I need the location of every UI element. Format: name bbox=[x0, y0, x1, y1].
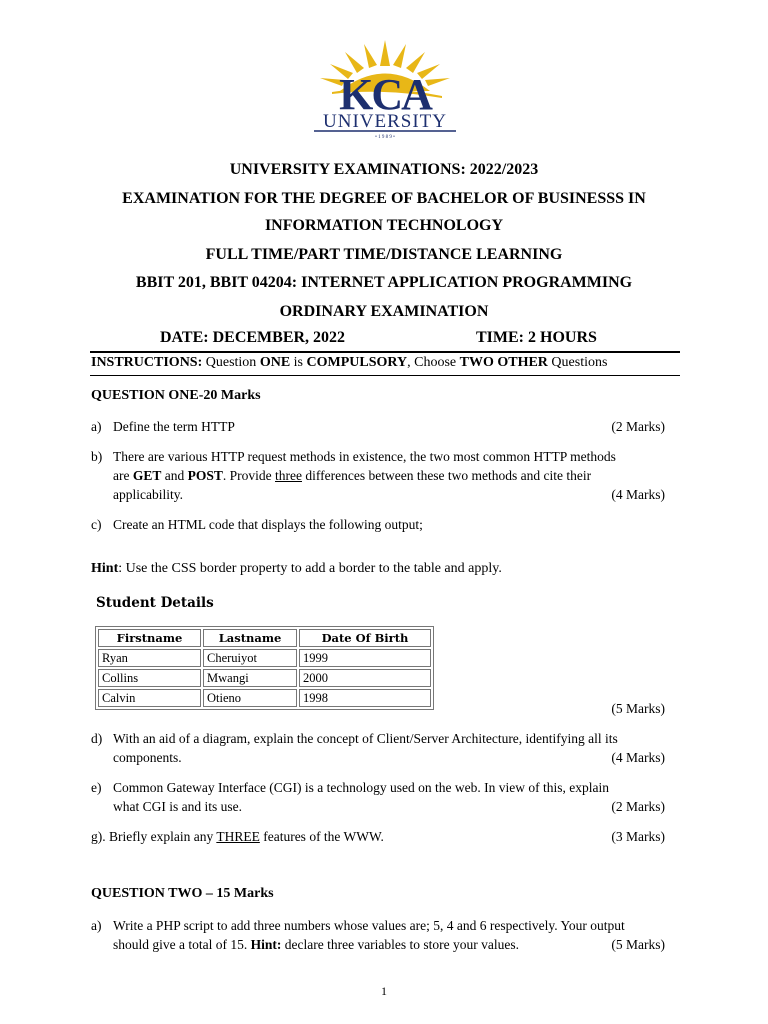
table-cell: 1998 bbox=[299, 689, 431, 707]
question-1g: g). Briefly explain any THREE features of the WWW. (3 Marks) bbox=[91, 829, 665, 844]
table-cell: Cheruiyot bbox=[203, 649, 297, 667]
header-date-of-birth: Date Of Birth bbox=[299, 629, 431, 647]
student-details-table bbox=[95, 626, 434, 710]
table-row bbox=[98, 669, 431, 687]
degree-title-line2: INFORMATION TECHNOLOGY bbox=[264, 217, 504, 234]
svg-text:UNIVERSITY: UNIVERSITY bbox=[323, 111, 447, 132]
table-row bbox=[98, 649, 431, 667]
student-details-title: Student Details bbox=[96, 595, 214, 611]
table-header-row bbox=[98, 629, 431, 647]
table-cell: 1999 bbox=[299, 649, 431, 667]
svg-text:KCA: KCA bbox=[339, 70, 431, 119]
question-1a: a) Define the term HTTP (2 Marks) bbox=[91, 419, 665, 434]
marks-1a: (2 Marks) bbox=[611, 419, 665, 434]
marks-1g: (3 Marks) bbox=[611, 829, 665, 844]
instructions: INSTRUCTIONS: Question ONE is COMPULSORY, Choose TWO OTHER Questions bbox=[91, 355, 608, 370]
degree-title-line1: EXAMINATION FOR THE DEGREE OF BACHELOR OF BUSINESSS IN bbox=[122, 190, 646, 207]
question-1c: c) Create an HTML code that displays the following output; bbox=[91, 517, 423, 532]
question-1d: d) With an aid of a diagram, explain the concept of Client/Server Architecture, identifying all its components. (4 Marks) bbox=[91, 731, 665, 765]
exam-series-title: UNIVERSITY EXAMINATIONS: 2022/2023 bbox=[229, 161, 539, 178]
svg-text:• 1 9 8 9 •: • 1 9 8 9 • bbox=[375, 135, 395, 140]
marks-1b: (4 Marks) bbox=[611, 487, 665, 502]
exam-duration: TIME: 2 HOURS bbox=[476, 329, 597, 346]
table-cell: Calvin bbox=[98, 689, 201, 707]
table-cell: Collins bbox=[98, 669, 201, 687]
course-title: BBIT 201, BBIT 04204: INTERNET APPLICATION PROGRAMMING bbox=[135, 274, 633, 291]
exam-type: ORDINARY EXAMINATION bbox=[279, 303, 489, 320]
table-cell: Ryan bbox=[98, 649, 201, 667]
marks-1c-row bbox=[91, 699, 677, 718]
hint-text: Hint: Use the CSS border property to add a border to the table and apply. bbox=[91, 561, 502, 576]
sunburst-logo-icon bbox=[302, 36, 468, 140]
exam-date: DATE: DECEMBER, 2022 bbox=[160, 329, 346, 346]
marks-1e: (2 Marks) bbox=[611, 799, 665, 814]
question-one-heading: QUESTION ONE-20 Marks bbox=[91, 388, 261, 403]
question-two-heading: QUESTION TWO – 15 Marks bbox=[91, 886, 274, 901]
university-logo bbox=[302, 36, 468, 140]
marks-2a: (5 Marks) bbox=[611, 937, 665, 952]
header-firstname: Firstname bbox=[98, 629, 201, 647]
divider-top bbox=[90, 351, 680, 353]
question-1e: e) Common Gateway Interface (CGI) is a technology used on the web. In view of this, explain what CGI is and its use. (2 Marks) bbox=[91, 780, 665, 814]
marks-1d: (4 Marks) bbox=[611, 750, 665, 765]
question-1b: b) There are various HTTP request methods in existence, the two most common HTTP methods are GET and POST. Provide three differences between these two methods and cite their applicability. (4 Marks) bbox=[91, 449, 665, 502]
study-mode: FULL TIME/PART TIME/DISTANCE LEARNING bbox=[205, 246, 563, 263]
marks-1c: (5 Marks) bbox=[611, 701, 665, 716]
page-number: 1 bbox=[381, 984, 387, 998]
question-2a: a) Write a PHP script to add three numbers whose values are; 5, 4 and 6 respectively. Your output should give a total of 15. Hint: declare three variables to store your values. (5 Marks) bbox=[91, 918, 665, 952]
divider-bottom bbox=[90, 375, 680, 376]
table-cell: 2000 bbox=[299, 669, 431, 687]
header-lastname: Lastname bbox=[203, 629, 297, 647]
table-cell: Mwangi bbox=[203, 669, 297, 687]
table-cell: Otieno bbox=[203, 689, 297, 707]
